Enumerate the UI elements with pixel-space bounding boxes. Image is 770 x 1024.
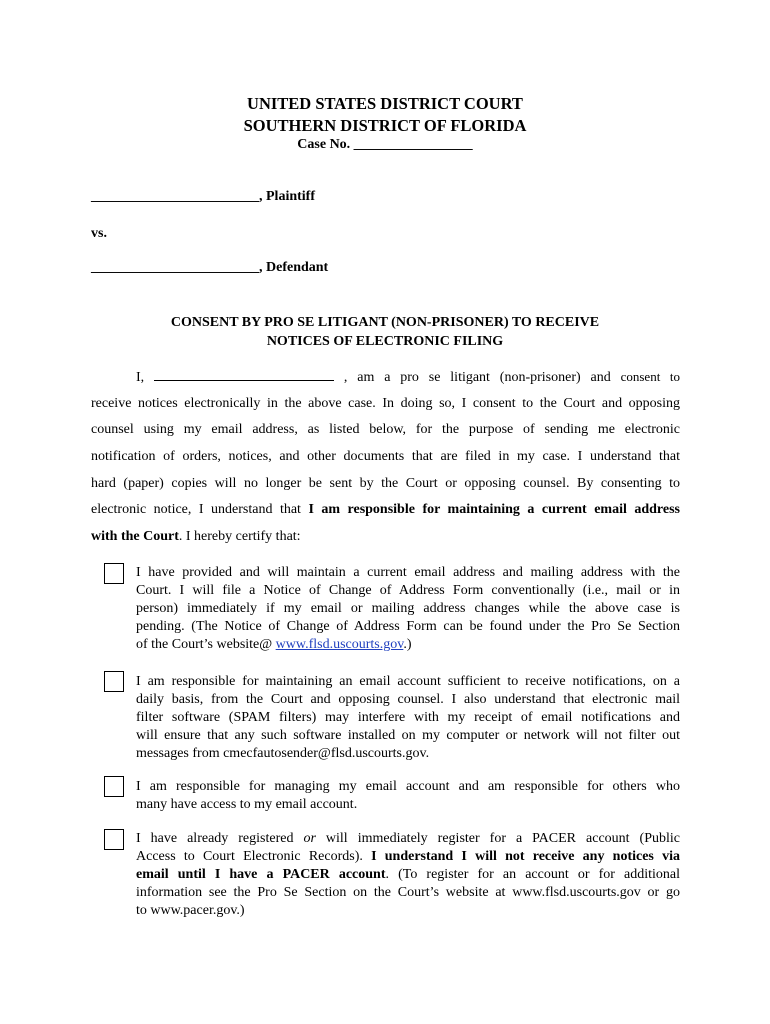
intro-line-4: notification of orders, notices, and other documents that are filed in my case. I understand that — [91, 449, 680, 465]
court-name: UNITED STATES DISTRICT COURT — [247, 94, 523, 113]
certify-checkbox-4[interactable] — [104, 829, 124, 850]
intro-line-6: electronic notice, I understand that I am responsible for maintaining a current email address — [91, 502, 680, 518]
defendant-line[interactable]: ________________________, Defendant — [91, 260, 329, 275]
certify-item-1: I have provided and will maintain a current email address and mailing address with the Court. I will file a Notice of Change of Address Form conventionally (i.e., mail or in person) immediately if my email or mailing address changes while the above case is pending. (The Notice of Change of Address Form can be found under the Pro Se Section of the Court’s website@ www.flsd.uscourts.gov.) — [136, 565, 680, 652]
certify-checkbox-1[interactable] — [104, 563, 124, 584]
intro-line-5: hard (paper) copies will no longer be sent by the Court or opposing counsel. By consenting to — [91, 475, 680, 491]
certify-item-4: I have already registered or will immediately register for a PACER account (Public Access to Court Electronic Records). I understand I will not receive any notices via email until I have a PACER account. (To register for an account or for additional information see the Pro Se Section on the Court’s website at www.flsd.uscourts.gov or go to www.pacer.gov.) — [136, 831, 680, 918]
certify-checkbox-2[interactable] — [104, 671, 124, 692]
court-website-link[interactable]: www.flsd.uscourts.gov — [275, 637, 404, 652]
case-number-field[interactable]: Case No. _________________ — [297, 137, 473, 152]
consent-title-line2: NOTICES OF ELECTRONIC FILING — [266, 334, 504, 349]
litigant-name-field[interactable] — [154, 368, 334, 381]
court-district: SOUTHERN DISTRICT OF FLORIDA — [243, 116, 527, 135]
consent-title-line1: CONSENT BY PRO SE LITIGANT (NON-PRISONER) TO RECEIVE — [170, 315, 600, 330]
certify-item-2: I am responsible for maintaining an email account sufficient to receive notifications, on a daily basis, from the Court and opposing counsel. I also understand that electronic mail filter software (SPAM filters) may interfere with my receipt of email notifications and will ensure that any such software installed on my computer or network will not filter out messages from cmecfautosender@flsd.uscourts.gov. — [136, 674, 680, 761]
intro-line-7: with the Court. I hereby certify that: — [91, 529, 301, 545]
intro-line-1: I, , am a pro se litigant (non-prisoner) and consent to — [136, 369, 681, 385]
certify-checkbox-3[interactable] — [104, 776, 124, 797]
versus-label: vs. — [91, 226, 107, 241]
certify-item-3: I am responsible for managing my email account and am responsible for others who many have access to my email account. — [136, 779, 680, 812]
intro-line-3: counsel using my email address, as listed below, for the purpose of sending me electronic — [91, 422, 680, 438]
intro-paragraph — [91, 364, 680, 551]
plaintiff-line[interactable]: ________________________, Plaintiff — [91, 189, 315, 204]
intro-line-2: receive notices electronically in the above case. In doing so, I consent to the Court and opposing — [91, 395, 680, 411]
